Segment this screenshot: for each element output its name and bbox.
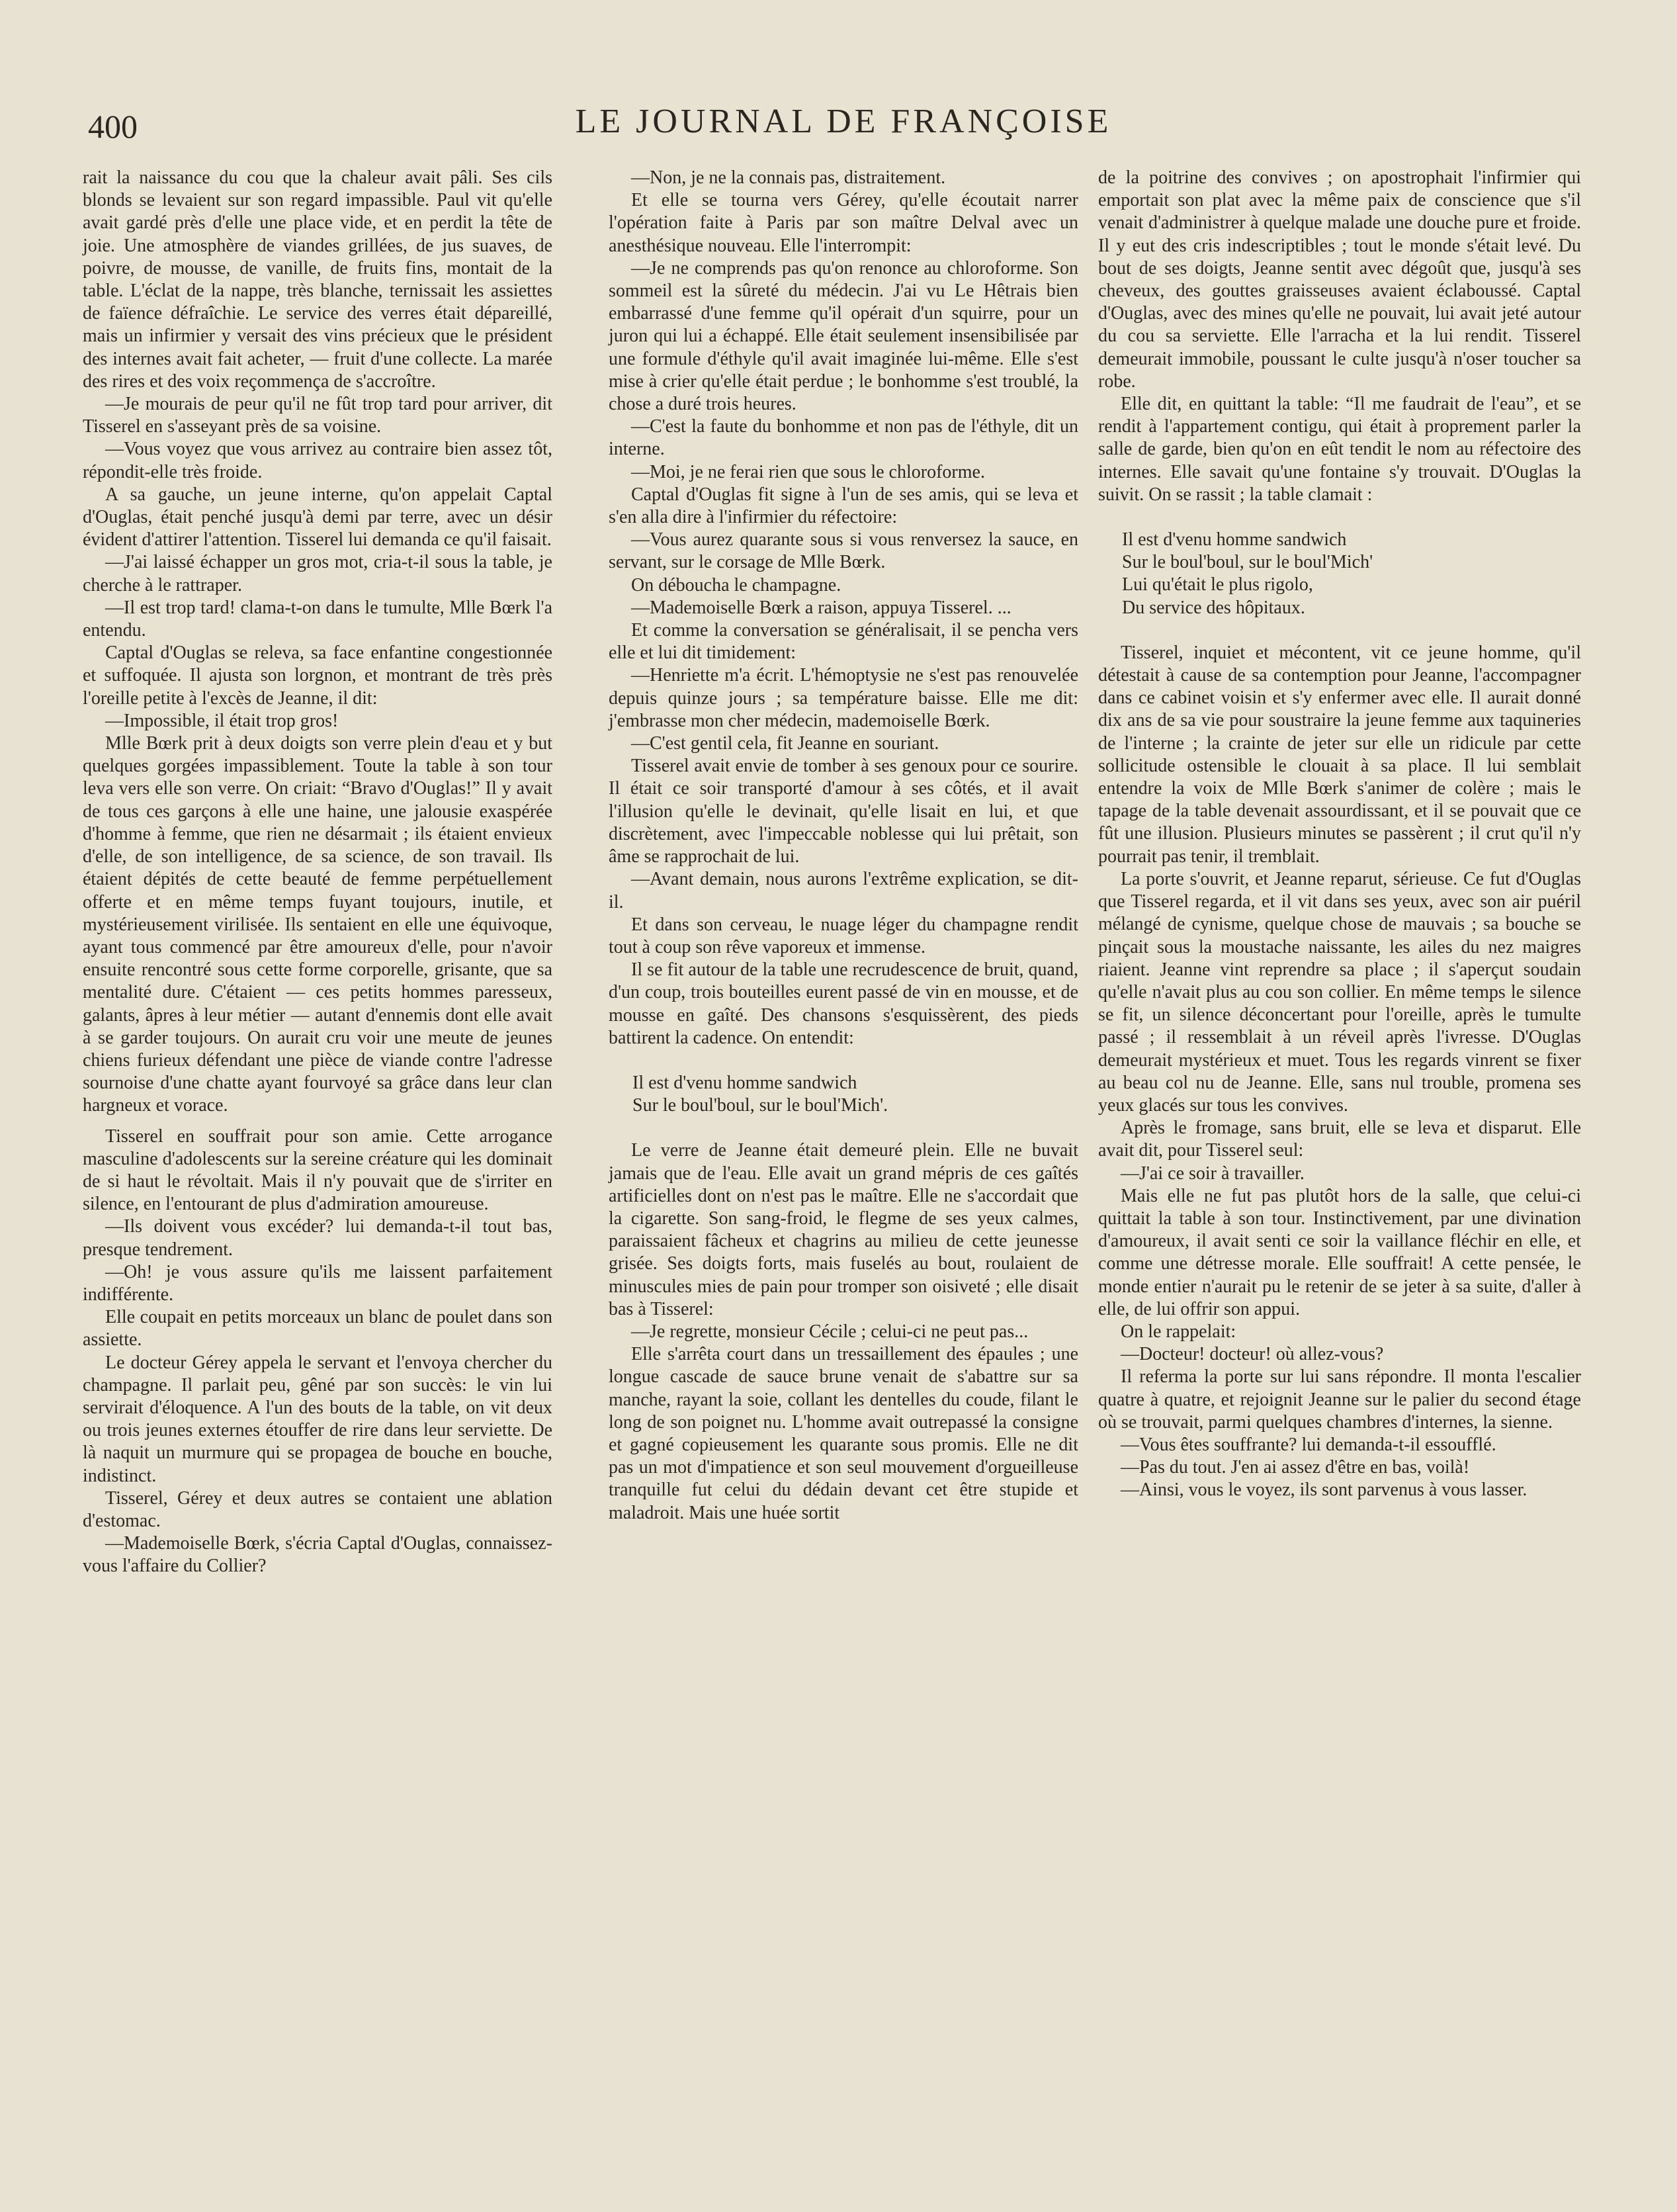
- paragraph: Il referma la porte sur lui sans répondre. Il monta l'escalier quatre à quatre, et rejoignit Jeanne sur le palier du second étage où se trouvait, parmi quelques chambres d'internes, la sienne.: [1098, 1366, 1581, 1433]
- paragraph: Tisserel, Gérey et deux autres se contaient une ablation d'estomac.: [83, 1487, 552, 1531]
- paragraph: On déboucha le champagne.: [631, 574, 841, 596]
- paragraph: —Je mourais de peur qu'il ne fût trop tard pour arriver, dit Tisserel en s'asseyant près de sa voisine.: [83, 394, 552, 437]
- column-2: [609, 167, 1078, 1525]
- paragraph: —Je ne comprends pas qu'on renonce au chloroforme. Son sommeil est la sûreté du médecin. J'ai vu Le Hêtrais bien embarrassé d'une femme qu'il opérait d'un squirre, pour un juron qui lui a échappé. Elle était seulement insensibilisée par une formule d'éthyle qu'il avait imaginée lui-même. Elle s'est mise à crier qu'elle était perdue ; le bonhomme s'est troublé, la chose a duré trois heures.: [609, 257, 1078, 415]
- paragraph: Le docteur Gérey appela le servant et l'envoya chercher du champagne. Il parlait peu, gêné par son succès: le vin lui servirait d'éloquence. A l'un des bouts de la table, on vit deux ou trois jeunes externes étouffer de rire dans leur serviette. De là naquit un murmure qui se propagea de bouche en bouche, indistinct.: [83, 1352, 552, 1486]
- page-number: 400: [88, 108, 138, 145]
- journal-title: LE JOURNAL DE FRANÇOISE: [575, 103, 1112, 140]
- paragraph: —Mademoiselle Bœrk, s'écria Captal d'Ouglas, connaissez-vous l'affaire du Collier?: [83, 1533, 552, 1577]
- paragraph: —Moi, je ne ferai rien que sous le chloroforme.: [631, 461, 985, 482]
- paragraph: Après le fromage, sans bruit, elle se leva et disparut. Elle avait dit, pour Tisserel seul:: [1098, 1118, 1581, 1161]
- page-header: [83, 99, 1604, 152]
- paragraph: Captal d'Ouglas se releva, sa face enfantine congestionnée et suffoquée. Il ajusta son lorgnon, et montrant de très près l'oreille petite à l'excès de Jeanne, il dit:: [83, 642, 552, 709]
- text-columns: [83, 167, 1604, 2185]
- paragraph: —Ils doivent vous excéder? lui demanda-t-il tout bas, presque tendrement.: [83, 1216, 552, 1260]
- paragraph: La porte s'ouvrit, et Jeanne reparut, sérieuse. Ce fut d'Ouglas que Tisserel regarda, et il vit dans ses yeux, avec son air puéril mélangé de cynisme, quelque chose de mauvais ; sa bouche se pinçait sous la moustache naissante, les ailes du nez maigres riaient. Jeanne vint reprendre sa place ; il s'aperçut soudain qu'elle n'avait plus au cou son collier. En même temps le silence se fit, un silence déconcertant pour l'oreille, après le tumulte passé ; il ressemblait à un réveil après l'ivresse. D'Ouglas demeurait mystérieux et muet. Tous les regards vinrent se fixer au beau col nu de Jeanne. Elle, sans nul trouble, promena ses yeux glacés sur tous les convives.: [1098, 868, 1581, 1116]
- paragraph: —Ainsi, vous le voyez, ils sont parvenus à vous lasser.: [1121, 1480, 1527, 1501]
- paragraph: Tisserel, inquiet et mécontent, vit ce jeune homme, qu'il détestait à cause de sa contemption pour Jeanne, l'accompagner dans ce cabinet voisin et s'y enfermer avec elle. Il aurait donné dix ans de sa vie pour soustraire la jeune femme aux taquineries de l'interne ; la crainte de jeter sur elle un ridicule par cette sollicitude ostensible le clouait à sa place. Il lui semblait entendre la voix de Mlle Bœrk s'animer de colère ; mais le tapage de la table devenait assourdissant, et il se pouvait que ce fût une illusion. Plusieurs minutes se passèrent ; il crut qu'il n'y pourrait pas tenir, il tremblait.: [1098, 642, 1581, 867]
- paragraph: —Oh! je vous assure qu'ils me laissent parfaitement indifférente.: [83, 1261, 552, 1305]
- verse-line: Sur le boul'boul, sur le boul'Mich': [1122, 552, 1373, 573]
- paragraph: rait la naissance du cou que la chaleur avait pâli. Ses cils blonds se levaient sur son regard impassible. Paul vit qu'elle avait gardé près d'elle une place vide, et en perdit la tête de joie. Une atmosphère de viandes grillées, de jus suaves, de poivre, de mousse, de vanille, de fruits fins, montait de la table. L'éclat de la nappe, très blanche, ternissait les assiettes de faïence défraîchie. Le service des verres était dépareillé, mais un infirmier y versait des vins précieux que le président des internes avait fait acheter, — fruit d'une collecte. La marée des rires et des voix reçommença de s'accroître.: [83, 167, 552, 392]
- paragraph: —Je regrette, monsieur Cécile ; celui-ci ne peut pas...: [631, 1321, 1029, 1342]
- paragraph: A sa gauche, un jeune interne, qu'on appelait Captal d'Ouglas, était penché jusqu'à demi par terre, avec un désir évident d'attirer l'attention. Tisserel lui demanda ce qu'il faisait.: [83, 484, 552, 551]
- column-3: [1098, 167, 1581, 1502]
- verse-line: Du service des hôpitaux.: [1122, 597, 1305, 618]
- paragraph: Elle dit, en quittant la table: “Il me faudrait de l'eau”, et se rendit à l'appartement contigu, qui était à proprement parler la salle de garde, bien qu'on en eût tendit le nom au réfectoire des internes. Elle savait qu'une fontaine s'y trouvait. D'Ouglas la suivit. On se rassit ; la table clamait :: [1098, 394, 1581, 505]
- paragraph: —Docteur! docteur! où allez-vous?: [1121, 1344, 1384, 1365]
- verse-line: Il est d'venu homme sandwich: [632, 1072, 857, 1093]
- song-verse: [1122, 529, 1581, 619]
- paragraph: —Mademoiselle Bœrk a raison, appuya Tisserel. ...: [631, 597, 1011, 618]
- paragraph: de la poitrine des convives ; on apostrophait l'infirmier qui emportait son plat avec la même paix de conscience que s'il venait d'administrer à quelque malade une douche pure et froide. Il y eut des cris indescriptibles ; tout le monde s'était levé. Du bout de ses doigts, Jeanne sentit avec dégoût que, jusqu'à ses cheveux, des gouttes graisseuses avaient éclaboussé. Captal d'Ouglas, avec des mines qu'elle ne pouvait, lui avait jeté autour du cou sa serviette. Elle l'arracha et la lui rendit. Tisserel demeurait immobile, poussant le culte jusqu'à n'oser toucher sa robe.: [1098, 167, 1581, 392]
- verse-line: Sur le boul'boul, sur le boul'Mich'.: [632, 1095, 888, 1116]
- verse-line: Il est d'venu homme sandwich: [1122, 529, 1347, 551]
- paragraph: —Vous êtes souffrante? lui demanda-t-il essoufflé.: [1121, 1434, 1496, 1455]
- paragraph: —J'ai ce soir à travailler.: [1121, 1163, 1305, 1184]
- paragraph: —Avant demain, nous aurons l'extrême explication, se dit-il.: [609, 869, 1078, 912]
- paragraph: Elle s'arrêta court dans un tressaillement des épaules ; une longue cascade de sauce brune venait de s'abattre sur sa manche, rayant la soie, collant les dentelles du coude, filant le long de son poignet nu. L'homme avait outrepassé la consigne et gagné copieusement les quarante sous promis. Elle ne dit pas un mot d'impatience et son seul mouvement d'orgueilleuse tranquille fut celui du dédain devant cet être stupide et maladroit. Mais une huée sortit: [609, 1344, 1078, 1523]
- paragraph: —Henriette m'a écrit. L'hémoptysie ne s'est pas renouvelée depuis quinze jours ; sa température baisse. Elle me dit: j'embrasse mon cher médecin, mademoiselle Bœrk.: [609, 665, 1078, 731]
- paragraph: Mlle Bœrk prit à deux doigts son verre plein d'eau et y but quelques gorgées impassiblement. Toute la table à son tour leva vers elle son verre. On criait: “Bravo d'Ouglas!” Il y avait de tous ces garçons à elle une haine, une jalousie exaspérée d'homme à femme, que rien ne désarmait ; ils étaient envieux d'elle, de son intelligence, de sa science, de son travail. Ils étaient dépités de cette beauté de femme perpétuellement offerte et en même temps fuyant toujours, inutile, et mystérieusement virilisée. Ils sentaient en elle une équivoque, ayant tous commencé par être amoureux d'elle, pour n'avoir ensuite rencontré sous cette forme corporelle, grisante, que sa mentalité dure. C'étaient — ces petits hommes paresseux, galants, âpres à leur métier — autant d'ennemis dont elle avait à se garder toujours. On aurait cru voir une meute de jeunes chiens furieux défendant une pièce de viande contre l'adresse sournoise d'une chatte ayant fourvoyé sa grâce dans leur clan hargneux et vorace.: [83, 733, 552, 1116]
- paragraph: Il se fit autour de la table une recrudescence de bruit, quand, d'un coup, trois bouteilles eurent passé de vin en mousse, et de mousse en gaîté. Des chansons s'esquissèrent, des pieds battirent la cadence. On entendit:: [609, 959, 1078, 1048]
- paragraph: Tisserel avait envie de tomber à ses genoux pour ce sourire. Il était ce soir transporté d'amour à ses côtés, et il avait l'illusion qu'elle le devinait, qu'elle lisait en lui, et que discrètement, avec l'impeccable noblesse qui lui prêtait, son âme se rapprochait de lui.: [609, 756, 1078, 867]
- paragraph: Et dans son cerveau, le nuage léger du champagne rendit tout à coup son rêve vaporeux et immense.: [609, 914, 1078, 957]
- verse-line: Lui qu'était le plus rigolo,: [1122, 574, 1313, 596]
- paragraph: —Vous voyez que vous arrivez au contraire bien assez tôt, répondit-elle très froide.: [83, 439, 552, 482]
- paragraph: Tisserel en souffrait pour son amie. Cette arrogance masculine d'adolescents sur la sereine créature qui les dominait de si haut le révoltait. Mais il n'y pouvait que de s'irriter en silence, en l'entourant de plus d'admiration amoureuse.: [83, 1126, 552, 1215]
- song-verse: [632, 1072, 1078, 1117]
- paragraph: Le verre de Jeanne était demeuré plein. Elle ne buvait jamais que de l'eau. Elle avait un grand mépris de ces gaîtés artificielles dont on n'est pas le maître. Elle ne s'accordait que la cigarette. Son sang-froid, le flegme de ses yeux calmes, paraissaient fâcheux et chagrins au milieu de cette jeunesse grisée. Ses doigts forts, mais fuselés au bout, roulaient de minuscules mies de pain pour tromper son oisiveté ; elle disait bas à Tisserel:: [609, 1140, 1078, 1319]
- paragraph: —Il est trop tard! clama-t-on dans le tumulte, Mlle Bœrk l'a entendu.: [83, 597, 552, 641]
- paragraph: Elle coupait en petits morceaux un blanc de poulet dans son assiette.: [83, 1307, 552, 1350]
- paragraph: —C'est la faute du bonhomme et non pas de l'éthyle, dit un interne.: [609, 416, 1078, 460]
- paragraph: Et comme la conversation se généralisait, il se pencha vers elle et lui dit timidement:: [609, 620, 1078, 664]
- paragraph: —C'est gentil cela, fit Jeanne en souriant.: [631, 733, 939, 754]
- paragraph: —Impossible, il était trop gros!: [105, 710, 339, 731]
- paragraph: On le rappelait:: [1121, 1321, 1236, 1342]
- paragraph: —Vous aurez quarante sous si vous renversez la sauce, en servant, sur le corsage de Mlle Bœrk.: [609, 529, 1078, 573]
- paragraph: Et elle se tourna vers Gérey, qu'elle écoutait narrer l'opération faite à Paris par son maître Delval avec un anesthésique nouveau. Elle l'interrompit:: [609, 190, 1078, 256]
- column-1: [83, 167, 552, 1578]
- paragraph: Captal d'Ouglas fit signe à l'un de ses amis, qui se leva et s'en alla dire à l'infirmier du réfectoire:: [609, 484, 1078, 528]
- paragraph: —Pas du tout. J'en ai assez d'être en bas, voilà!: [1121, 1457, 1470, 1478]
- paragraph: Mais elle ne fut pas plutôt hors de la salle, que celui-ci quittait la table à son tour. Instinctivement, par une divination d'amoureux, il avait senti ce soir la vaillance fléchir en elle, et comme une détresse morale. Elle souffrait! A cette pensée, le monde entier n'aurait pu le retenir de se jeter à sa suite, d'aller à elle, de lui offrir son appui.: [1098, 1185, 1581, 1319]
- paragraph: —J'ai laissé échapper un gros mot, cria-t-il sous la table, je cherche à le rattraper.: [83, 552, 552, 596]
- paragraph: —Non, je ne la connais pas, distraitement.: [631, 167, 946, 188]
